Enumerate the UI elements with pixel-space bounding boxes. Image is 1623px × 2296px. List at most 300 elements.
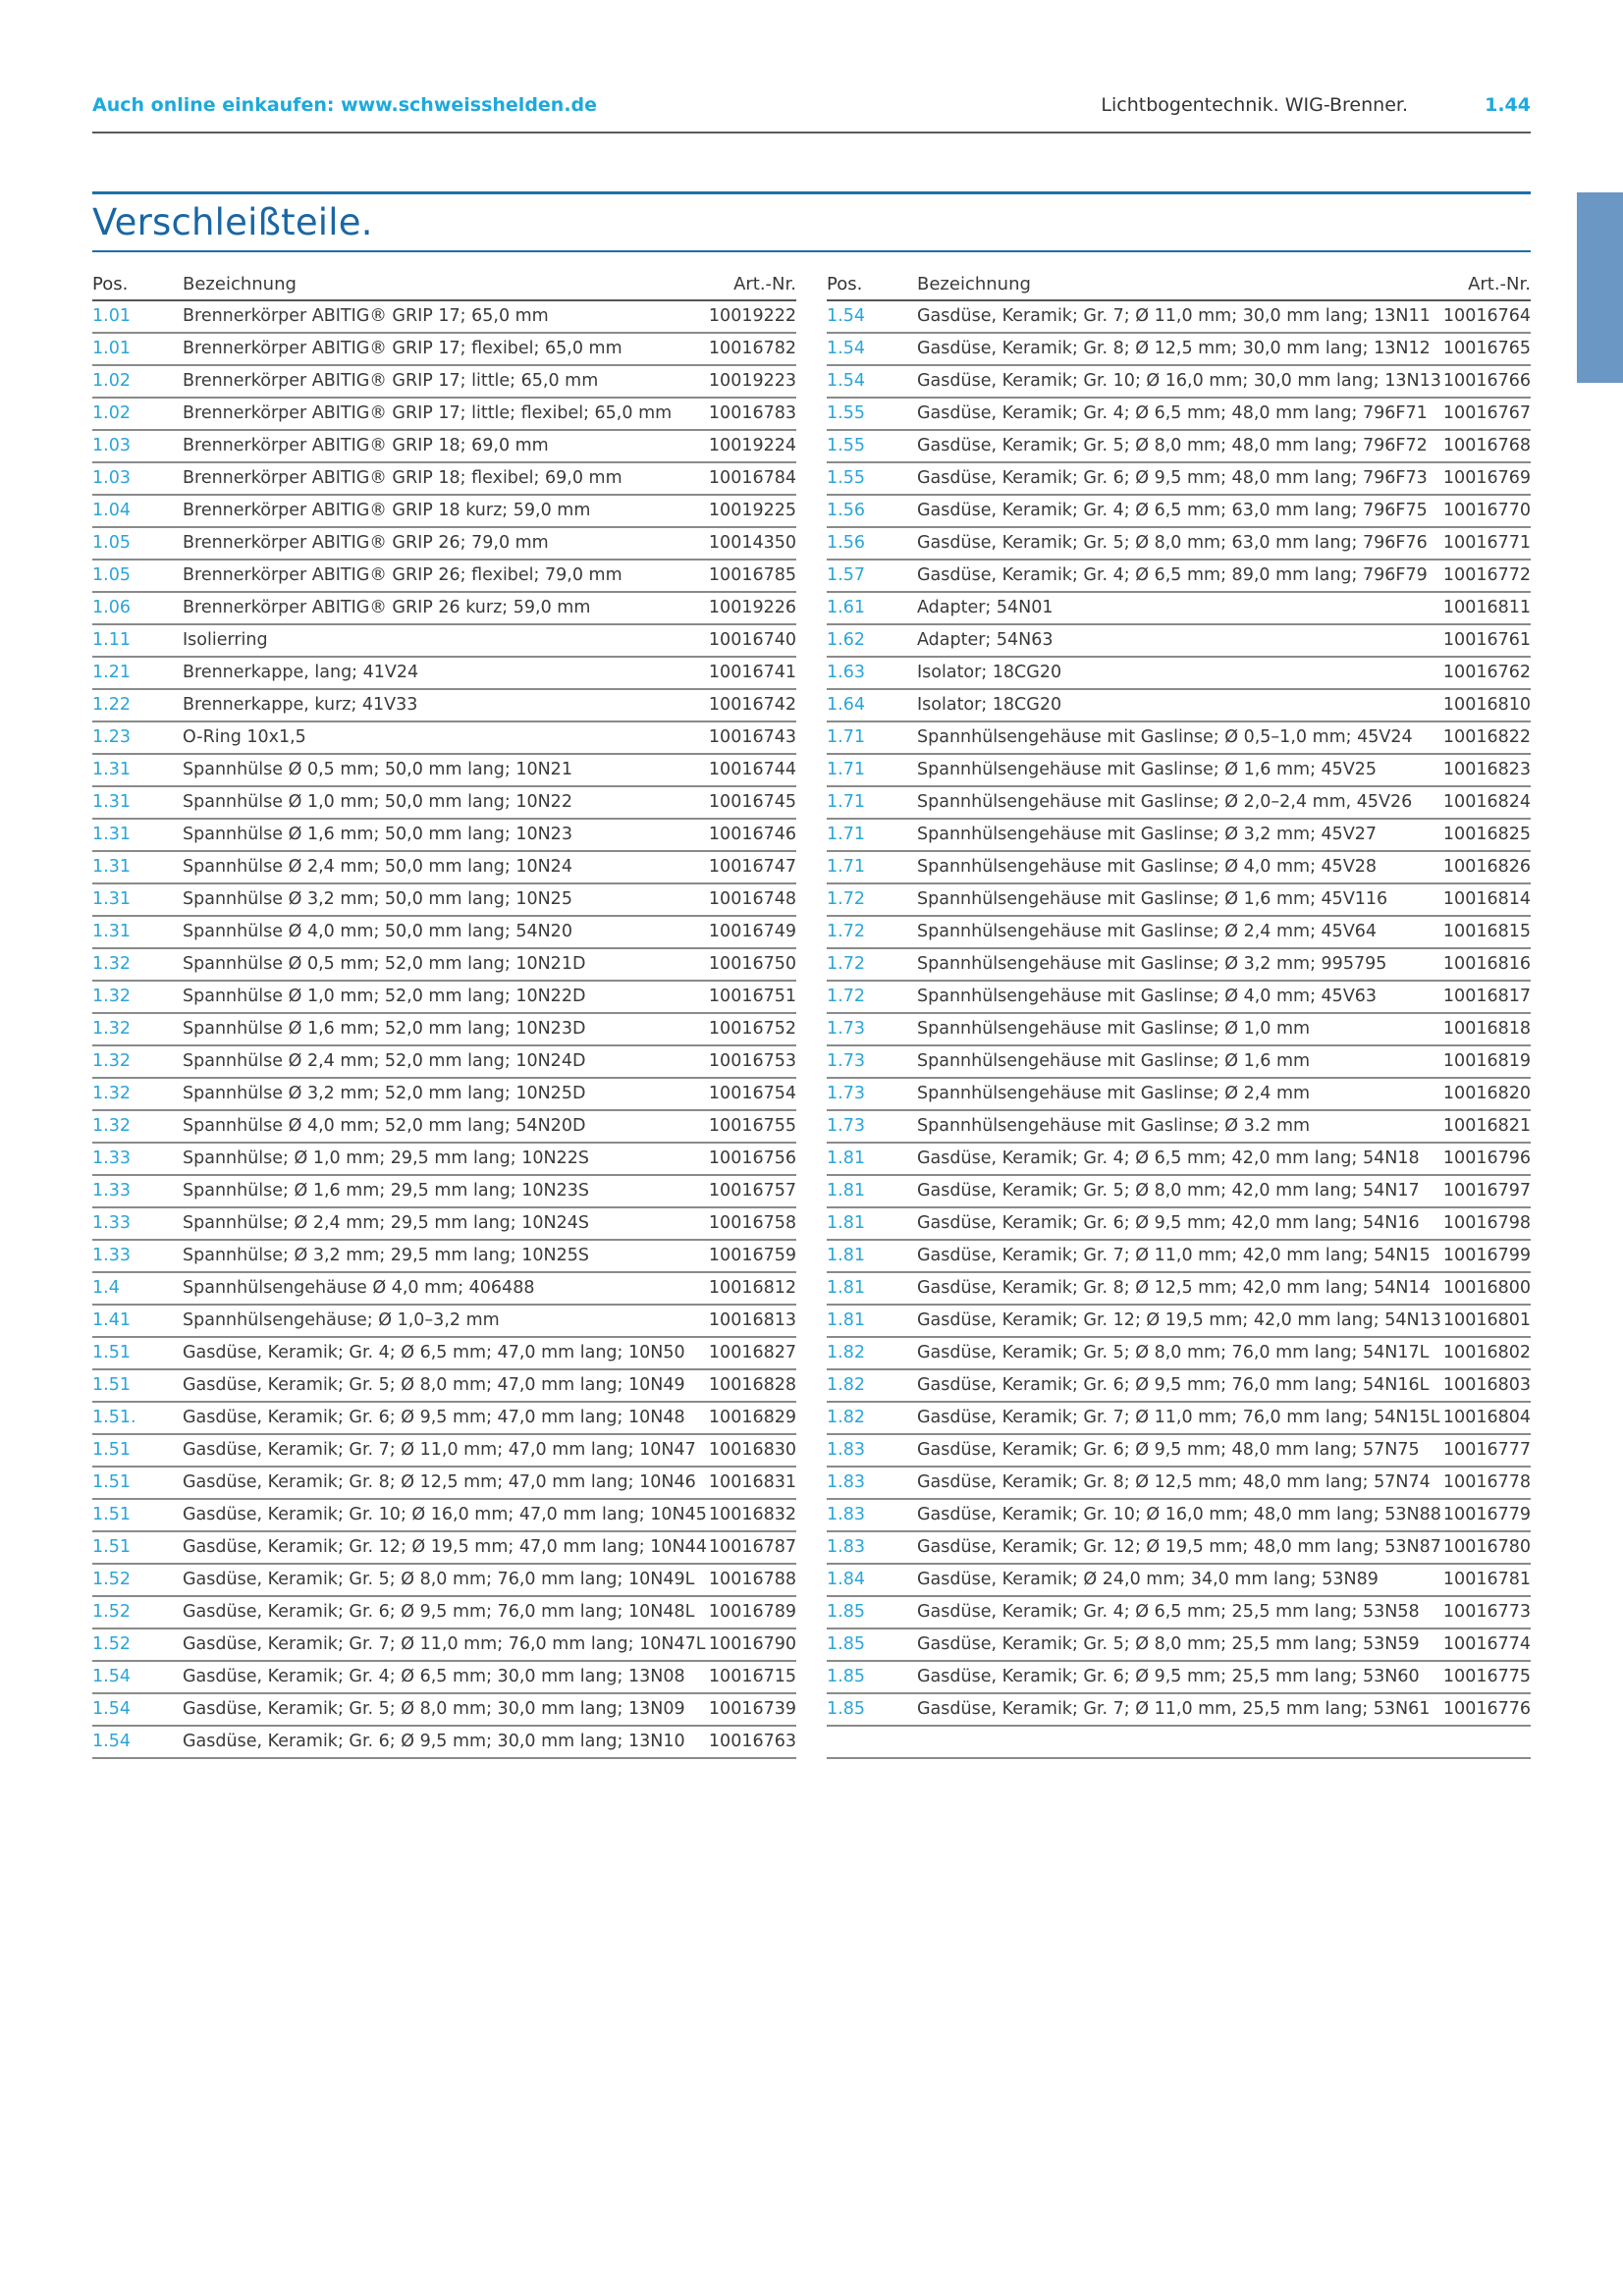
cell-art: 10016779: [1442, 1505, 1531, 1524]
cell-desc: Brennerkappe, lang; 41V24: [183, 663, 419, 682]
cell-desc: Gasdüse, Keramik; Gr. 12; Ø 19,5 mm; 48,0 mm lang; 53N87: [917, 1537, 1441, 1557]
table-row: [827, 1403, 1531, 1435]
cell-desc: Spannhülsengehäuse mit Gaslinse; Ø 3,2 mm; 45V27: [917, 825, 1378, 844]
cell-pos: 1.52: [92, 1602, 131, 1622]
table-row: [92, 1403, 796, 1435]
cell-pos: 1.51: [92, 1440, 131, 1460]
cell-desc: Spannhülse Ø 1,0 mm; 52,0 mm lang; 10N22D: [183, 987, 586, 1006]
cell-desc: Spannhülsengehäuse mit Gaslinse; Ø 1,6 mm; 45V116: [917, 889, 1388, 909]
table-row: [827, 1370, 1531, 1403]
cell-art: 10019226: [708, 598, 796, 617]
cell-pos: 1.11: [92, 630, 131, 650]
table-row: [92, 528, 796, 561]
cell-pos: 1.61: [827, 598, 865, 617]
cell-desc: Brennerkörper ABITIG® GRIP 18; 69,0 mm: [183, 436, 549, 455]
cell-pos: 1.32: [92, 954, 131, 974]
table-row: [827, 1597, 1531, 1629]
table-row: [92, 1500, 796, 1532]
cell-pos: 1.85: [827, 1602, 865, 1622]
cell-desc: Gasdüse, Keramik; Gr. 6; Ø 9,5 mm; 42,0 mm lang; 54N16: [917, 1213, 1420, 1233]
cell-art: 10019225: [708, 501, 796, 520]
cell-pos: 1.73: [827, 1084, 865, 1103]
cell-pos: 1.51: [92, 1375, 131, 1395]
table-row: [92, 1694, 796, 1727]
table-row: [92, 982, 796, 1014]
cell-desc: Gasdüse, Keramik; Gr. 5; Ø 8,0 mm; 47,0 mm lang; 10N49: [183, 1375, 685, 1395]
cell-art: 10016767: [1442, 403, 1531, 423]
cell-pos: 1.32: [92, 1084, 131, 1103]
cell-pos: 1.71: [827, 727, 865, 747]
cell-pos: 1.81: [827, 1310, 865, 1330]
table-row: [827, 593, 1531, 625]
cell-desc: Spannhülse Ø 1,0 mm; 50,0 mm lang; 10N22: [183, 792, 572, 812]
cell-desc: Gasdüse, Keramik; Gr. 5; Ø 8,0 mm; 63,0 mm lang; 796F76: [917, 533, 1428, 553]
cell-desc: Spannhülsengehäuse mit Gaslinse; Ø 1,6 mm; 45V25: [917, 760, 1378, 779]
cell-pos: 1.32: [92, 1116, 131, 1136]
table-row: [92, 1046, 796, 1079]
cell-art: 10016773: [1442, 1602, 1531, 1622]
cell-pos: 1.84: [827, 1570, 865, 1589]
table-row: [827, 496, 1531, 528]
cell-desc: Spannhülsengehäuse mit Gaslinse; Ø 3.2 mm: [917, 1116, 1311, 1136]
cell-art: 10016757: [708, 1181, 796, 1201]
cell-pos: 1.54: [827, 371, 865, 391]
table-row: [92, 1662, 796, 1694]
cell-pos: 1.83: [827, 1537, 865, 1557]
cell-art: 10016820: [1442, 1084, 1531, 1103]
cell-pos: 1.51: [92, 1505, 131, 1524]
table-row: [827, 722, 1531, 755]
table-row: [92, 1468, 796, 1500]
cell-desc: Brennerkörper ABITIG® GRIP 26; 79,0 mm: [183, 533, 549, 553]
cell-desc: Spannhülsengehäuse mit Gaslinse; Ø 4,0 mm; 45V28: [917, 857, 1378, 877]
cell-pos: 1.51.: [92, 1408, 136, 1427]
table-row: [92, 1306, 796, 1338]
table-row: [827, 463, 1531, 496]
cell-pos: 1.33: [92, 1246, 131, 1265]
cell-desc: Gasdüse, Keramik; Gr. 6; Ø 9,5 mm; 25,5 mm lang; 53N60: [917, 1667, 1420, 1686]
cell-pos: 1.81: [827, 1148, 865, 1168]
table-row: [92, 658, 796, 690]
cell-art: 10016822: [1442, 727, 1531, 747]
cell-pos: 1.23: [92, 727, 131, 747]
column-header-desc: Bezeichnung: [183, 274, 297, 294]
cell-desc: Spannhülsengehäuse mit Gaslinse; Ø 3,2 mm; 995795: [917, 954, 1387, 974]
table-row: [92, 366, 796, 399]
cell-pos: 1.81: [827, 1278, 865, 1298]
table-row: [92, 1727, 796, 1759]
cell-desc: Spannhülse; Ø 1,6 mm; 29,5 mm lang; 10N23S: [183, 1181, 589, 1201]
cell-pos: 1.72: [827, 954, 865, 974]
cell-pos: 1.71: [827, 825, 865, 844]
table-row: [827, 1306, 1531, 1338]
table-row: [827, 1208, 1531, 1241]
table-row: [92, 755, 796, 787]
table-row: [92, 787, 796, 820]
cell-desc: Gasdüse, Keramik; Gr. 8; Ø 12,5 mm; 30,0 mm lang; 13N12: [917, 339, 1431, 358]
table-row: [92, 852, 796, 884]
cell-desc: Gasdüse, Keramik; Gr. 6; Ø 9,5 mm; 76,0 mm lang; 10N48L: [183, 1602, 695, 1622]
cell-desc: Spannhülse Ø 4,0 mm; 52,0 mm lang; 54N20D: [183, 1116, 586, 1136]
cell-desc: Brennerkörper ABITIG® GRIP 18; flexibel; 69,0 mm: [183, 468, 622, 488]
table-row: [92, 431, 796, 463]
cell-desc: Spannhülse Ø 3,2 mm; 52,0 mm lang; 10N25D: [183, 1084, 586, 1103]
table-row: [92, 1532, 796, 1565]
cell-pos: 1.33: [92, 1148, 131, 1168]
cell-pos: 1.52: [92, 1634, 131, 1654]
cell-pos: 1.63: [827, 663, 865, 682]
cell-art: 10016797: [1442, 1181, 1531, 1201]
cell-pos: 1.72: [827, 987, 865, 1006]
cell-pos: 1.04: [92, 501, 131, 520]
cell-art: 10016818: [1442, 1019, 1531, 1039]
cell-pos: 1.21: [92, 663, 131, 682]
cell-pos: 1.73: [827, 1051, 865, 1071]
cell-desc: Gasdüse, Keramik; Gr. 6; Ø 9,5 mm; 48,0 mm lang; 57N75: [917, 1440, 1420, 1460]
cell-art: 10016749: [708, 922, 796, 941]
table-row: [827, 1241, 1531, 1273]
cell-desc: Gasdüse, Keramik; Gr. 5; Ø 8,0 mm; 76,0 mm lang; 10N49L: [183, 1570, 695, 1589]
table-row: [827, 528, 1531, 561]
cell-art: 10016763: [708, 1732, 796, 1751]
table-row: [827, 334, 1531, 366]
table-row: [92, 1144, 796, 1176]
cell-desc: Gasdüse, Keramik; Gr. 8; Ø 12,5 mm; 42,0 mm lang; 54N14: [917, 1278, 1431, 1298]
cell-pos: 1.03: [92, 468, 131, 488]
table-row: [92, 593, 796, 625]
cell-desc: Brennerkörper ABITIG® GRIP 17; little; flexibel; 65,0 mm: [183, 403, 673, 423]
cell-desc: Spannhülse Ø 1,6 mm; 52,0 mm lang; 10N23D: [183, 1019, 586, 1039]
cell-desc: Gasdüse, Keramik; Ø 24,0 mm; 34,0 mm lang; 53N89: [917, 1570, 1379, 1589]
table-row: [92, 917, 796, 949]
table-row-empty: [827, 1727, 1531, 1759]
cell-art: 10016796: [1442, 1148, 1531, 1168]
cell-desc: Spannhülse; Ø 2,4 mm; 29,5 mm lang; 10N24S: [183, 1213, 589, 1233]
cell-pos: 1.31: [92, 825, 131, 844]
cell-desc: Gasdüse, Keramik; Gr. 4; Ø 6,5 mm; 30,0 mm lang; 13N08: [183, 1667, 685, 1686]
table-row: [827, 690, 1531, 722]
page-title: Verschleißteile.: [92, 201, 373, 243]
cell-art: 10016772: [1442, 565, 1531, 585]
cell-art: 10016742: [708, 695, 796, 715]
cell-pos: 1.01: [92, 306, 131, 326]
cell-art: 10016824: [1442, 792, 1531, 812]
cell-pos: 1.41: [92, 1310, 131, 1330]
cell-art: 10016810: [1442, 695, 1531, 715]
cell-desc: Gasdüse, Keramik; Gr. 10; Ø 16,0 mm; 48,0 mm lang; 53N88: [917, 1505, 1441, 1524]
cell-art: 10016739: [708, 1699, 796, 1719]
cell-art: 10016746: [708, 825, 796, 844]
cell-art: 10016745: [708, 792, 796, 812]
table-row: [92, 690, 796, 722]
cell-desc: Spannhülse Ø 2,4 mm; 50,0 mm lang; 10N24: [183, 857, 572, 877]
table-row: [92, 1079, 796, 1111]
cell-art: 10016827: [708, 1343, 796, 1362]
cell-pos: 1.22: [92, 695, 131, 715]
table-row: [827, 1046, 1531, 1079]
cell-art: 10016782: [708, 339, 796, 358]
table-row: [827, 852, 1531, 884]
cell-desc: Brennerkörper ABITIG® GRIP 26 kurz; 59,0 mm: [183, 598, 591, 617]
section-title: Lichtbogentechnik. WIG-Brenner.: [1101, 94, 1408, 116]
cell-desc: Gasdüse, Keramik; Gr. 12; Ø 19,5 mm; 42,0 mm lang; 54N13: [917, 1310, 1441, 1330]
cell-art: 10016751: [708, 987, 796, 1006]
table-row: [92, 820, 796, 852]
cell-desc: Gasdüse, Keramik; Gr. 10; Ø 16,0 mm; 47,0 mm lang; 10N45: [183, 1505, 707, 1524]
cell-art: 10016798: [1442, 1213, 1531, 1233]
cell-desc: Gasdüse, Keramik; Gr. 7; Ø 11,0 mm, 25,5 mm lang; 53N61: [917, 1699, 1431, 1719]
cell-desc: Gasdüse, Keramik; Gr. 4; Ø 6,5 mm; 25,5 mm lang; 53N58: [917, 1602, 1420, 1622]
cell-desc: Spannhülsengehäuse mit Gaslinse; Ø 1,6 mm: [917, 1051, 1311, 1071]
cell-art: 10016828: [708, 1375, 796, 1395]
cell-desc: Brennerkörper ABITIG® GRIP 17; little; 65,0 mm: [183, 371, 599, 391]
cell-desc: Spannhülsengehäuse; Ø 1,0–3,2 mm: [183, 1310, 500, 1330]
cell-pos: 1.55: [827, 403, 865, 423]
chapter-tab: [1577, 192, 1623, 383]
table-row: [827, 1468, 1531, 1500]
table-row: [92, 399, 796, 431]
cell-pos: 1.71: [827, 760, 865, 779]
cell-art: 10016783: [708, 403, 796, 423]
cell-desc: Spannhülse Ø 3,2 mm; 50,0 mm lang; 10N25: [183, 889, 572, 909]
table-row: [827, 366, 1531, 399]
parts-table-right: [827, 271, 1531, 1759]
table-row: [827, 1500, 1531, 1532]
cell-desc: Gasdüse, Keramik; Gr. 6; Ø 9,5 mm; 76,0 mm lang; 54N16L: [917, 1375, 1430, 1395]
cell-pos: 1.56: [827, 533, 865, 553]
cell-desc: Brennerkörper ABITIG® GRIP 17; 65,0 mm: [183, 306, 549, 326]
cell-art: 10016813: [708, 1310, 796, 1330]
cell-art: 10016770: [1442, 501, 1531, 520]
cell-desc: Gasdüse, Keramik; Gr. 8; Ø 12,5 mm; 47,0 mm lang; 10N46: [183, 1472, 696, 1492]
parts-table-left: [92, 271, 796, 1759]
cell-art: 10016756: [708, 1148, 796, 1168]
cell-art: 10016765: [1442, 339, 1531, 358]
cell-art: 10016812: [708, 1278, 796, 1298]
cell-pos: 1.85: [827, 1667, 865, 1686]
cell-pos: 1.82: [827, 1375, 865, 1395]
cell-art: 10016790: [708, 1634, 796, 1654]
cell-art: 10016748: [708, 889, 796, 909]
cell-desc: Isolator; 18CG20: [917, 695, 1062, 715]
cell-art: 10016759: [708, 1246, 796, 1265]
cell-art: 10016799: [1442, 1246, 1531, 1265]
cell-pos: 1.32: [92, 987, 131, 1006]
cell-pos: 1.73: [827, 1116, 865, 1136]
title-divider-bottom: [92, 250, 1531, 252]
cell-pos: 1.81: [827, 1246, 865, 1265]
cell-art: 10016777: [1442, 1440, 1531, 1460]
table-row: [827, 982, 1531, 1014]
cell-art: 10016814: [1442, 889, 1531, 909]
page-header: [92, 94, 1531, 133]
cell-desc: Gasdüse, Keramik; Gr. 6; Ø 9,5 mm; 48,0 mm lang; 796F73: [917, 468, 1428, 488]
cell-art: 10016740: [708, 630, 796, 650]
table-row: [827, 625, 1531, 658]
cell-art: 10019224: [708, 436, 796, 455]
cell-art: 10016755: [708, 1116, 796, 1136]
table-row: [92, 1273, 796, 1306]
cell-pos: 1.31: [92, 889, 131, 909]
cell-art: 10014350: [708, 533, 796, 553]
cell-art: 10016811: [1442, 598, 1531, 617]
table-row: [827, 755, 1531, 787]
cell-desc: Gasdüse, Keramik; Gr. 5; Ø 8,0 mm; 30,0 mm lang; 13N09: [183, 1699, 685, 1719]
cell-art: 10016787: [708, 1537, 796, 1557]
cell-pos: 1.55: [827, 436, 865, 455]
table-row: [827, 1079, 1531, 1111]
cell-art: 10016819: [1442, 1051, 1531, 1071]
table-row: [92, 463, 796, 496]
cell-desc: Gasdüse, Keramik; Gr. 4; Ø 6,5 mm; 42,0 mm lang; 54N18: [917, 1148, 1420, 1168]
cell-desc: Gasdüse, Keramik; Gr. 5; Ø 8,0 mm; 25,5 mm lang; 53N59: [917, 1634, 1420, 1654]
table-row: [92, 1111, 796, 1144]
cell-art: 10016815: [1442, 922, 1531, 941]
cell-art: 10019223: [708, 371, 796, 391]
cell-art: 10016741: [708, 663, 796, 682]
cell-desc: Spannhülsengehäuse mit Gaslinse; Ø 2,0–2,4 mm, 45V26: [917, 792, 1413, 812]
table-row: [92, 949, 796, 982]
cell-art: 10016803: [1442, 1375, 1531, 1395]
shop-link[interactable]: Auch online einkaufen: www.schweisshelden.de: [92, 94, 598, 116]
cell-desc: Spannhülse Ø 1,6 mm; 50,0 mm lang; 10N23: [183, 825, 572, 844]
cell-art: 10016780: [1442, 1537, 1531, 1557]
cell-pos: 1.83: [827, 1505, 865, 1524]
cell-desc: Brennerkappe, kurz; 41V33: [183, 695, 418, 715]
table-row: [92, 1565, 796, 1597]
cell-pos: 1.33: [92, 1213, 131, 1233]
cell-desc: Spannhülse Ø 0,5 mm; 52,0 mm lang; 10N21D: [183, 954, 586, 974]
column-header-art: Art.-Nr.: [1468, 274, 1531, 294]
cell-art: 10016754: [708, 1084, 796, 1103]
cell-desc: Gasdüse, Keramik; Gr. 6; Ø 9,5 mm; 47,0 mm lang; 10N48: [183, 1408, 685, 1427]
cell-desc: O-Ring 10x1,5: [183, 727, 306, 747]
table-row: [92, 1597, 796, 1629]
cell-desc: Gasdüse, Keramik; Gr. 8; Ø 12,5 mm; 48,0 mm lang; 57N74: [917, 1472, 1431, 1492]
cell-desc: Gasdüse, Keramik; Gr. 4; Ø 6,5 mm; 47,0 mm lang; 10N50: [183, 1343, 685, 1362]
cell-desc: Adapter; 54N63: [917, 630, 1054, 650]
cell-pos: 1.31: [92, 922, 131, 941]
cell-pos: 1.05: [92, 533, 131, 553]
cell-art: 10016778: [1442, 1472, 1531, 1492]
cell-desc: Gasdüse, Keramik; Gr. 10; Ø 16,0 mm; 30,0 mm lang; 13N13: [917, 371, 1441, 391]
cell-pos: 1.82: [827, 1408, 865, 1427]
table-row: [827, 658, 1531, 690]
table-row: [827, 1144, 1531, 1176]
cell-art: 10016800: [1442, 1278, 1531, 1298]
cell-art: 10016830: [708, 1440, 796, 1460]
cell-pos: 1.54: [92, 1732, 131, 1751]
cell-art: 10016788: [708, 1570, 796, 1589]
cell-desc: Spannhülse; Ø 3,2 mm; 29,5 mm lang; 10N25S: [183, 1246, 589, 1265]
cell-pos: 1.54: [92, 1699, 131, 1719]
cell-pos: 1.51: [92, 1343, 131, 1362]
table-row: [827, 1694, 1531, 1727]
cell-pos: 1.57: [827, 565, 865, 585]
title-divider-top: [92, 191, 1531, 194]
cell-pos: 1.05: [92, 565, 131, 585]
cell-pos: 1.33: [92, 1181, 131, 1201]
page-number: 1.44: [1485, 94, 1531, 116]
column-header-pos: Pos.: [827, 274, 863, 294]
cell-art: 10016774: [1442, 1634, 1531, 1654]
cell-art: 10016821: [1442, 1116, 1531, 1136]
cell-desc: Gasdüse, Keramik; Gr. 4; Ø 6,5 mm; 63,0 mm lang; 796F75: [917, 501, 1428, 520]
cell-pos: 1.32: [92, 1051, 131, 1071]
cell-art: 10016769: [1442, 468, 1531, 488]
cell-desc: Gasdüse, Keramik; Gr. 7; Ø 11,0 mm; 76,0 mm lang; 10N47L: [183, 1634, 706, 1654]
cell-art: 10016781: [1442, 1570, 1531, 1589]
table-row: [827, 917, 1531, 949]
cell-art: 10016785: [708, 565, 796, 585]
cell-art: 10016762: [1442, 663, 1531, 682]
cell-desc: Adapter; 54N01: [917, 598, 1054, 617]
cell-desc: Gasdüse, Keramik; Gr. 7; Ø 11,0 mm; 47,0 mm lang; 10N47: [183, 1440, 696, 1460]
cell-pos: 1.51: [92, 1537, 131, 1557]
cell-pos: 1.31: [92, 760, 131, 779]
cell-art: 10019222: [708, 306, 796, 326]
table-row: [827, 431, 1531, 463]
cell-pos: 1.82: [827, 1343, 865, 1362]
cell-desc: Gasdüse, Keramik; Gr. 5; Ø 8,0 mm; 76,0 mm lang; 54N17L: [917, 1343, 1430, 1362]
cell-pos: 1.54: [92, 1667, 131, 1686]
cell-art: 10016829: [708, 1408, 796, 1427]
table-row: [827, 1111, 1531, 1144]
table-row: [92, 1338, 796, 1370]
cell-desc: Gasdüse, Keramik; Gr. 12; Ø 19,5 mm; 47,0 mm lang; 10N44: [183, 1537, 707, 1557]
cell-desc: Gasdüse, Keramik; Gr. 7; Ø 11,0 mm; 30,0 mm lang; 13N11: [917, 306, 1431, 326]
cell-desc: Brennerkörper ABITIG® GRIP 18 kurz; 59,0 mm: [183, 501, 591, 520]
cell-desc: Spannhülsengehäuse Ø 4,0 mm; 406488: [183, 1278, 535, 1298]
cell-pos: 1.52: [92, 1570, 131, 1589]
cell-pos: 1.85: [827, 1634, 865, 1654]
table-row: [92, 1241, 796, 1273]
table-row: [827, 1629, 1531, 1662]
table-row: [827, 399, 1531, 431]
table-row: [92, 884, 796, 917]
table-row: [827, 787, 1531, 820]
cell-pos: 1.81: [827, 1181, 865, 1201]
cell-pos: 1.83: [827, 1440, 865, 1460]
cell-art: 10016750: [708, 954, 796, 974]
cell-desc: Spannhülsengehäuse mit Gaslinse; Ø 0,5–1,0 mm; 45V24: [917, 727, 1413, 747]
cell-desc: Gasdüse, Keramik; Gr. 4; Ø 6,5 mm; 89,0 mm lang; 796F79: [917, 565, 1428, 585]
cell-pos: 1.32: [92, 1019, 131, 1039]
cell-pos: 1.71: [827, 857, 865, 877]
cell-art: 10016753: [708, 1051, 796, 1071]
table-row: [92, 1014, 796, 1046]
cell-art: 10016775: [1442, 1667, 1531, 1686]
cell-desc: Spannhülse Ø 0,5 mm; 50,0 mm lang; 10N21: [183, 760, 572, 779]
cell-desc: Spannhülsengehäuse mit Gaslinse; Ø 2,4 mm: [917, 1084, 1311, 1103]
table-body-left: [92, 301, 796, 1759]
cell-desc: Spannhülsengehäuse mit Gaslinse; Ø 4,0 mm; 45V63: [917, 987, 1378, 1006]
cell-desc: Gasdüse, Keramik; Gr. 7; Ø 11,0 mm; 42,0 mm lang; 54N15: [917, 1246, 1431, 1265]
table-row: [92, 301, 796, 334]
cell-pos: 1.81: [827, 1213, 865, 1233]
table-row: [92, 625, 796, 658]
cell-art: 10016752: [708, 1019, 796, 1039]
cell-desc: Gasdüse, Keramik; Gr. 5; Ø 8,0 mm; 42,0 mm lang; 54N17: [917, 1181, 1420, 1201]
cell-desc: Gasdüse, Keramik; Gr. 7; Ø 11,0 mm; 76,0 mm lang; 54N15L: [917, 1408, 1440, 1427]
cell-art: 10016764: [1442, 306, 1531, 326]
cell-desc: Gasdüse, Keramik; Gr. 4; Ø 6,5 mm; 48,0 mm lang; 796F71: [917, 403, 1428, 423]
table-row: [827, 1662, 1531, 1694]
cell-art: 10016832: [708, 1505, 796, 1524]
cell-desc: Gasdüse, Keramik; Gr. 5; Ø 8,0 mm; 48,0 mm lang; 796F72: [917, 436, 1428, 455]
table-row: [92, 561, 796, 593]
cell-desc: Isolator; 18CG20: [917, 663, 1062, 682]
